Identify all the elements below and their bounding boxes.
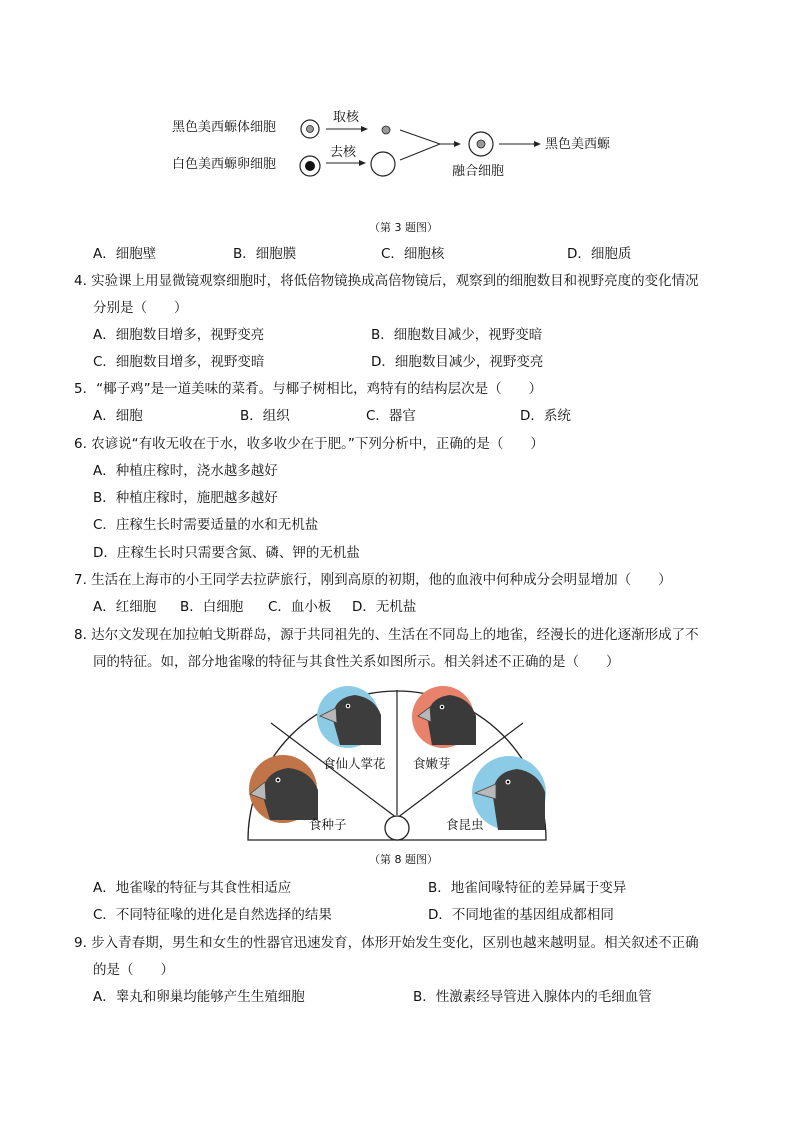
- q5-option-a: A．细胞: [93, 408, 143, 424]
- q3-option-b: B．细胞膜: [233, 246, 297, 262]
- q3-result-label: 黑色美西螈: [545, 137, 611, 152]
- q9-option-b: B．性激素经导管进入腺体内的毛细血管: [413, 989, 652, 1005]
- q8-label-seeds: 食种子: [309, 817, 347, 832]
- q5-option-b: B．组织: [240, 408, 290, 424]
- q4-option-d: D．细胞数目减少，视野变亮: [371, 354, 544, 370]
- q3-fused-cell-label: 融合细胞: [452, 164, 505, 179]
- q4-stem: 4. 实验课上用显微镜观察细胞时，将低倍物镜换成高倍物镜后，观察到的细胞数目和视野亮度的变化情况: [74, 273, 699, 289]
- q8-stem-continued: 同的特征。如，部分地雀喙的特征与其食性关系如图所示。相关斜述不正确的是（ ）: [93, 654, 620, 670]
- q9-stem-continued: 的是（ ）: [93, 962, 174, 978]
- q4-option-a: A．细胞数目增多，视野变亮: [93, 327, 265, 343]
- q6-option-a: A．种植庄稼时，浇水越多越好: [93, 463, 278, 479]
- q7-option-b: B．白细胞: [180, 599, 244, 615]
- q3-remove-nucleus-label: 去核: [330, 145, 357, 160]
- q5-stem: 5．“椰子鸡”是一道美味的菜肴。与椰子树相比，鸡特有的结构层次是（ ）: [74, 381, 543, 397]
- q4-option-b: B．细胞数目减少，视野变暗: [371, 327, 543, 343]
- q4-option-c: C．细胞数目增多，视野变暗: [93, 354, 265, 370]
- q6-option-b: B．种植庄稼时，施肥越多越好: [93, 490, 278, 506]
- q8-caption: （第 8 题图）: [369, 853, 438, 866]
- q8-label-insects: 食昆虫: [446, 817, 484, 832]
- q8-option-b: B．地雀间喙特征的差异属于变异: [428, 880, 627, 896]
- q6-option-c: C．庄稼生长时需要适量的水和无机盐: [93, 517, 319, 533]
- q3-option-a: A．细胞壁: [93, 246, 157, 262]
- q3-caption: （第 3 题图）: [369, 221, 438, 234]
- q8-center-circle: [385, 816, 409, 840]
- q9-option-a: A．睾丸和卵巢均能够产生生殖细胞: [93, 989, 305, 1005]
- q9-stem: 9. 步入青春期，男生和女生的性器官迅速发育，体形开始发生变化，区别也越来越明显。相关叙述不正确: [74, 935, 699, 951]
- q4-stem-continued: 分别是（ ）: [93, 300, 188, 316]
- q8-option-c: C．不同特征喙的进化是自然选择的结果: [93, 907, 332, 923]
- q3-option-c: C．细胞核: [381, 246, 445, 262]
- q7-option-a: A．红细胞: [93, 599, 157, 615]
- q8-option-a: A．地雀喙的特征与其食性相适应: [93, 880, 292, 896]
- q8-option-d: D．不同地雀的基因组成都相同: [428, 907, 614, 923]
- q8-stem: 8. 达尔文发现在加拉帕戈斯群岛，源于共同祖先的、生活在不同岛上的地雀，经漫长的进化逐渐形成了不: [74, 627, 699, 643]
- q3-white-egg-label: 白色美西螈卵细胞: [172, 157, 277, 172]
- q6-option-d: D．庄稼生长时只需要含氮、磷、钾的无机盐: [93, 545, 360, 561]
- q5-option-d: D．系统: [520, 408, 571, 424]
- q3-black-cell-label: 黑色美西螈体细胞: [172, 120, 277, 135]
- q7-option-c: C．血小板: [268, 599, 332, 615]
- q8-label-buds: 食嫩芽: [413, 756, 451, 771]
- q7-option-d: D．无机盐: [352, 599, 417, 615]
- q3-take-nucleus-label: 取核: [333, 110, 360, 125]
- finch-buds-icon: [412, 686, 476, 748]
- q3-option-d: D．细胞质: [567, 246, 632, 262]
- q6-stem: 6. 农谚说“有收无收在于水，收多收少在于肥。”下列分析中，正确的是（ ）: [74, 436, 544, 452]
- q7-stem: 7. 生活在上海市的小王同学去拉萨旅行，刚到高原的初期，他的血液中何种成分会明显增加（ ）: [74, 572, 672, 588]
- q8-label-cactus: 食仙人掌花: [323, 756, 386, 771]
- q5-option-c: C．器官: [366, 408, 416, 424]
